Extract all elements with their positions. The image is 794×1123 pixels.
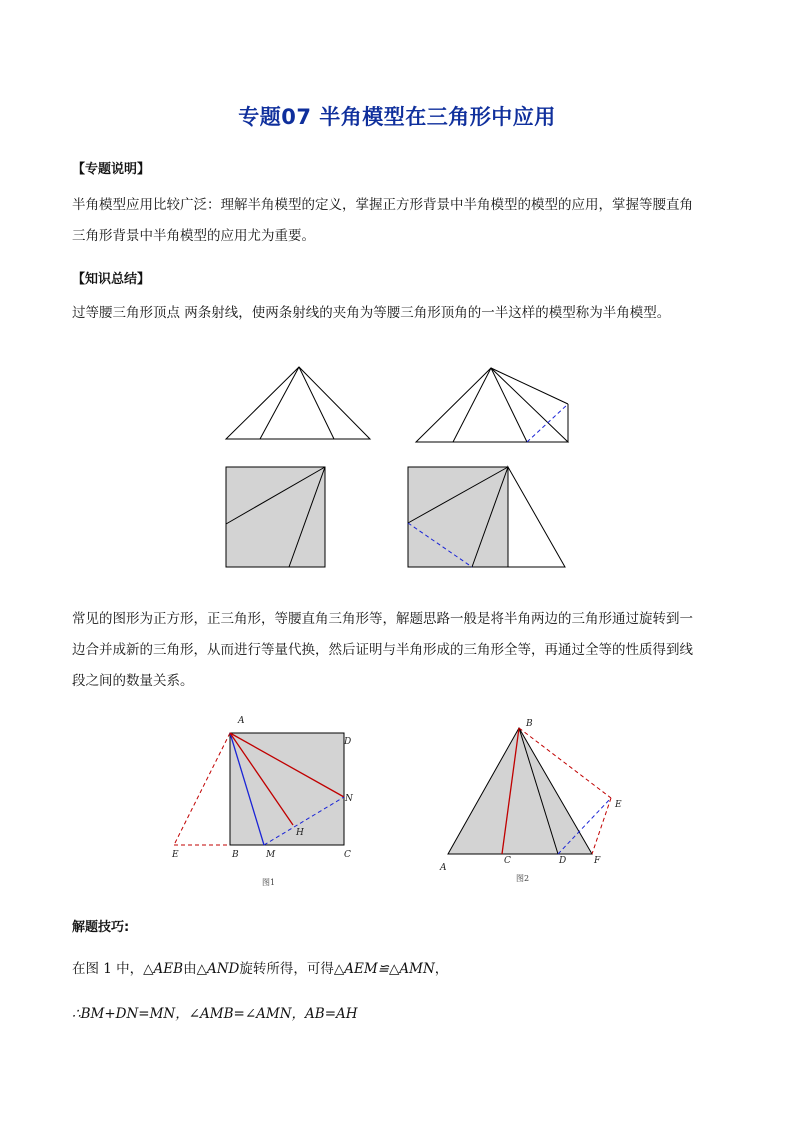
tip-line-2 [72,999,732,1030]
tip1-math-and: △AND [196,961,240,977]
label-e: E [172,850,179,860]
common-line-1: 常见的图形为正方形，正三角形，等腰直角三角形等，解题思路一般是将半角两边的三角形通过旋转到一 [72,611,693,627]
figure-2-caption: 图2 [516,874,530,883]
knowledge-paragraph [72,298,732,329]
label-f: F [594,856,601,866]
segment-ef [592,798,611,854]
triangle-abf [448,728,592,854]
label-a: A [238,716,245,726]
tip1-prefix: 在图 1 中， [72,961,144,977]
intro-paragraph [72,190,732,252]
square-diagram [226,467,325,567]
label-m: M [266,850,276,860]
square-rotated-diagram [408,467,565,567]
isosceles-triangle-rotated-diagram [416,368,568,442]
label-c: C [504,856,511,866]
label-h: H [296,828,304,838]
tip1-suffix: ， [434,961,449,977]
intro-line-2: 三角形背景中半角模型的应用尤为重要。 [72,228,315,244]
page-title: 专题07 半角模型在三角形中应用 [238,105,556,129]
label-n: N [345,794,353,804]
figure-1-square [160,705,380,895]
knowledge-line: 过等腰三角形顶点 两条射线，使两条射线的夹角为等腰三角形顶角的一半这样的模型称为半角模型。 [72,305,671,321]
common-paragraph [72,604,732,697]
figure-1-caption: 图1 [262,878,276,887]
figure-2-triangle [430,710,640,890]
label-b: B [526,719,533,729]
label-e: E [615,800,622,810]
tip2-text: ∴BM+DN=MN，∠AMB=∠AMN，AB=AH [72,1006,358,1022]
knowledge-heading: 【知识总结】 [72,272,151,287]
label-d: D [559,856,567,866]
tips-heading: 解题技巧: [72,920,130,935]
label-c: C [344,850,351,860]
common-line-2: 边合并成新的三角形，从而进行等量代换，然后证明与半角形成的三角形全等，再通过全等的性质得到线 [72,642,693,658]
tip1-math-aeb: △AEB [143,961,184,977]
half-angle-model-diagrams [0,350,794,580]
common-line-3: 段之间的数量关系。 [72,673,194,689]
tip1-mid2: 旋转所得，可得 [239,961,334,977]
segment-ae [174,733,230,845]
tip1-math-congruent: △AEM≌△AMN [333,961,435,977]
isosceles-triangle-diagram [226,367,370,439]
label-d: D [344,737,352,747]
tip1-mid: 由 [183,961,197,977]
tip-line-1 [72,954,732,985]
intro-line-1: 半角模型应用比较广泛：理解半角模型的定义，掌握正方形背景中半角模型的模型的应用，掌握等腰直角 [72,197,693,213]
label-b: B [232,850,239,860]
label-a: A [440,863,447,873]
intro-heading: 【专题说明】 [72,162,151,177]
